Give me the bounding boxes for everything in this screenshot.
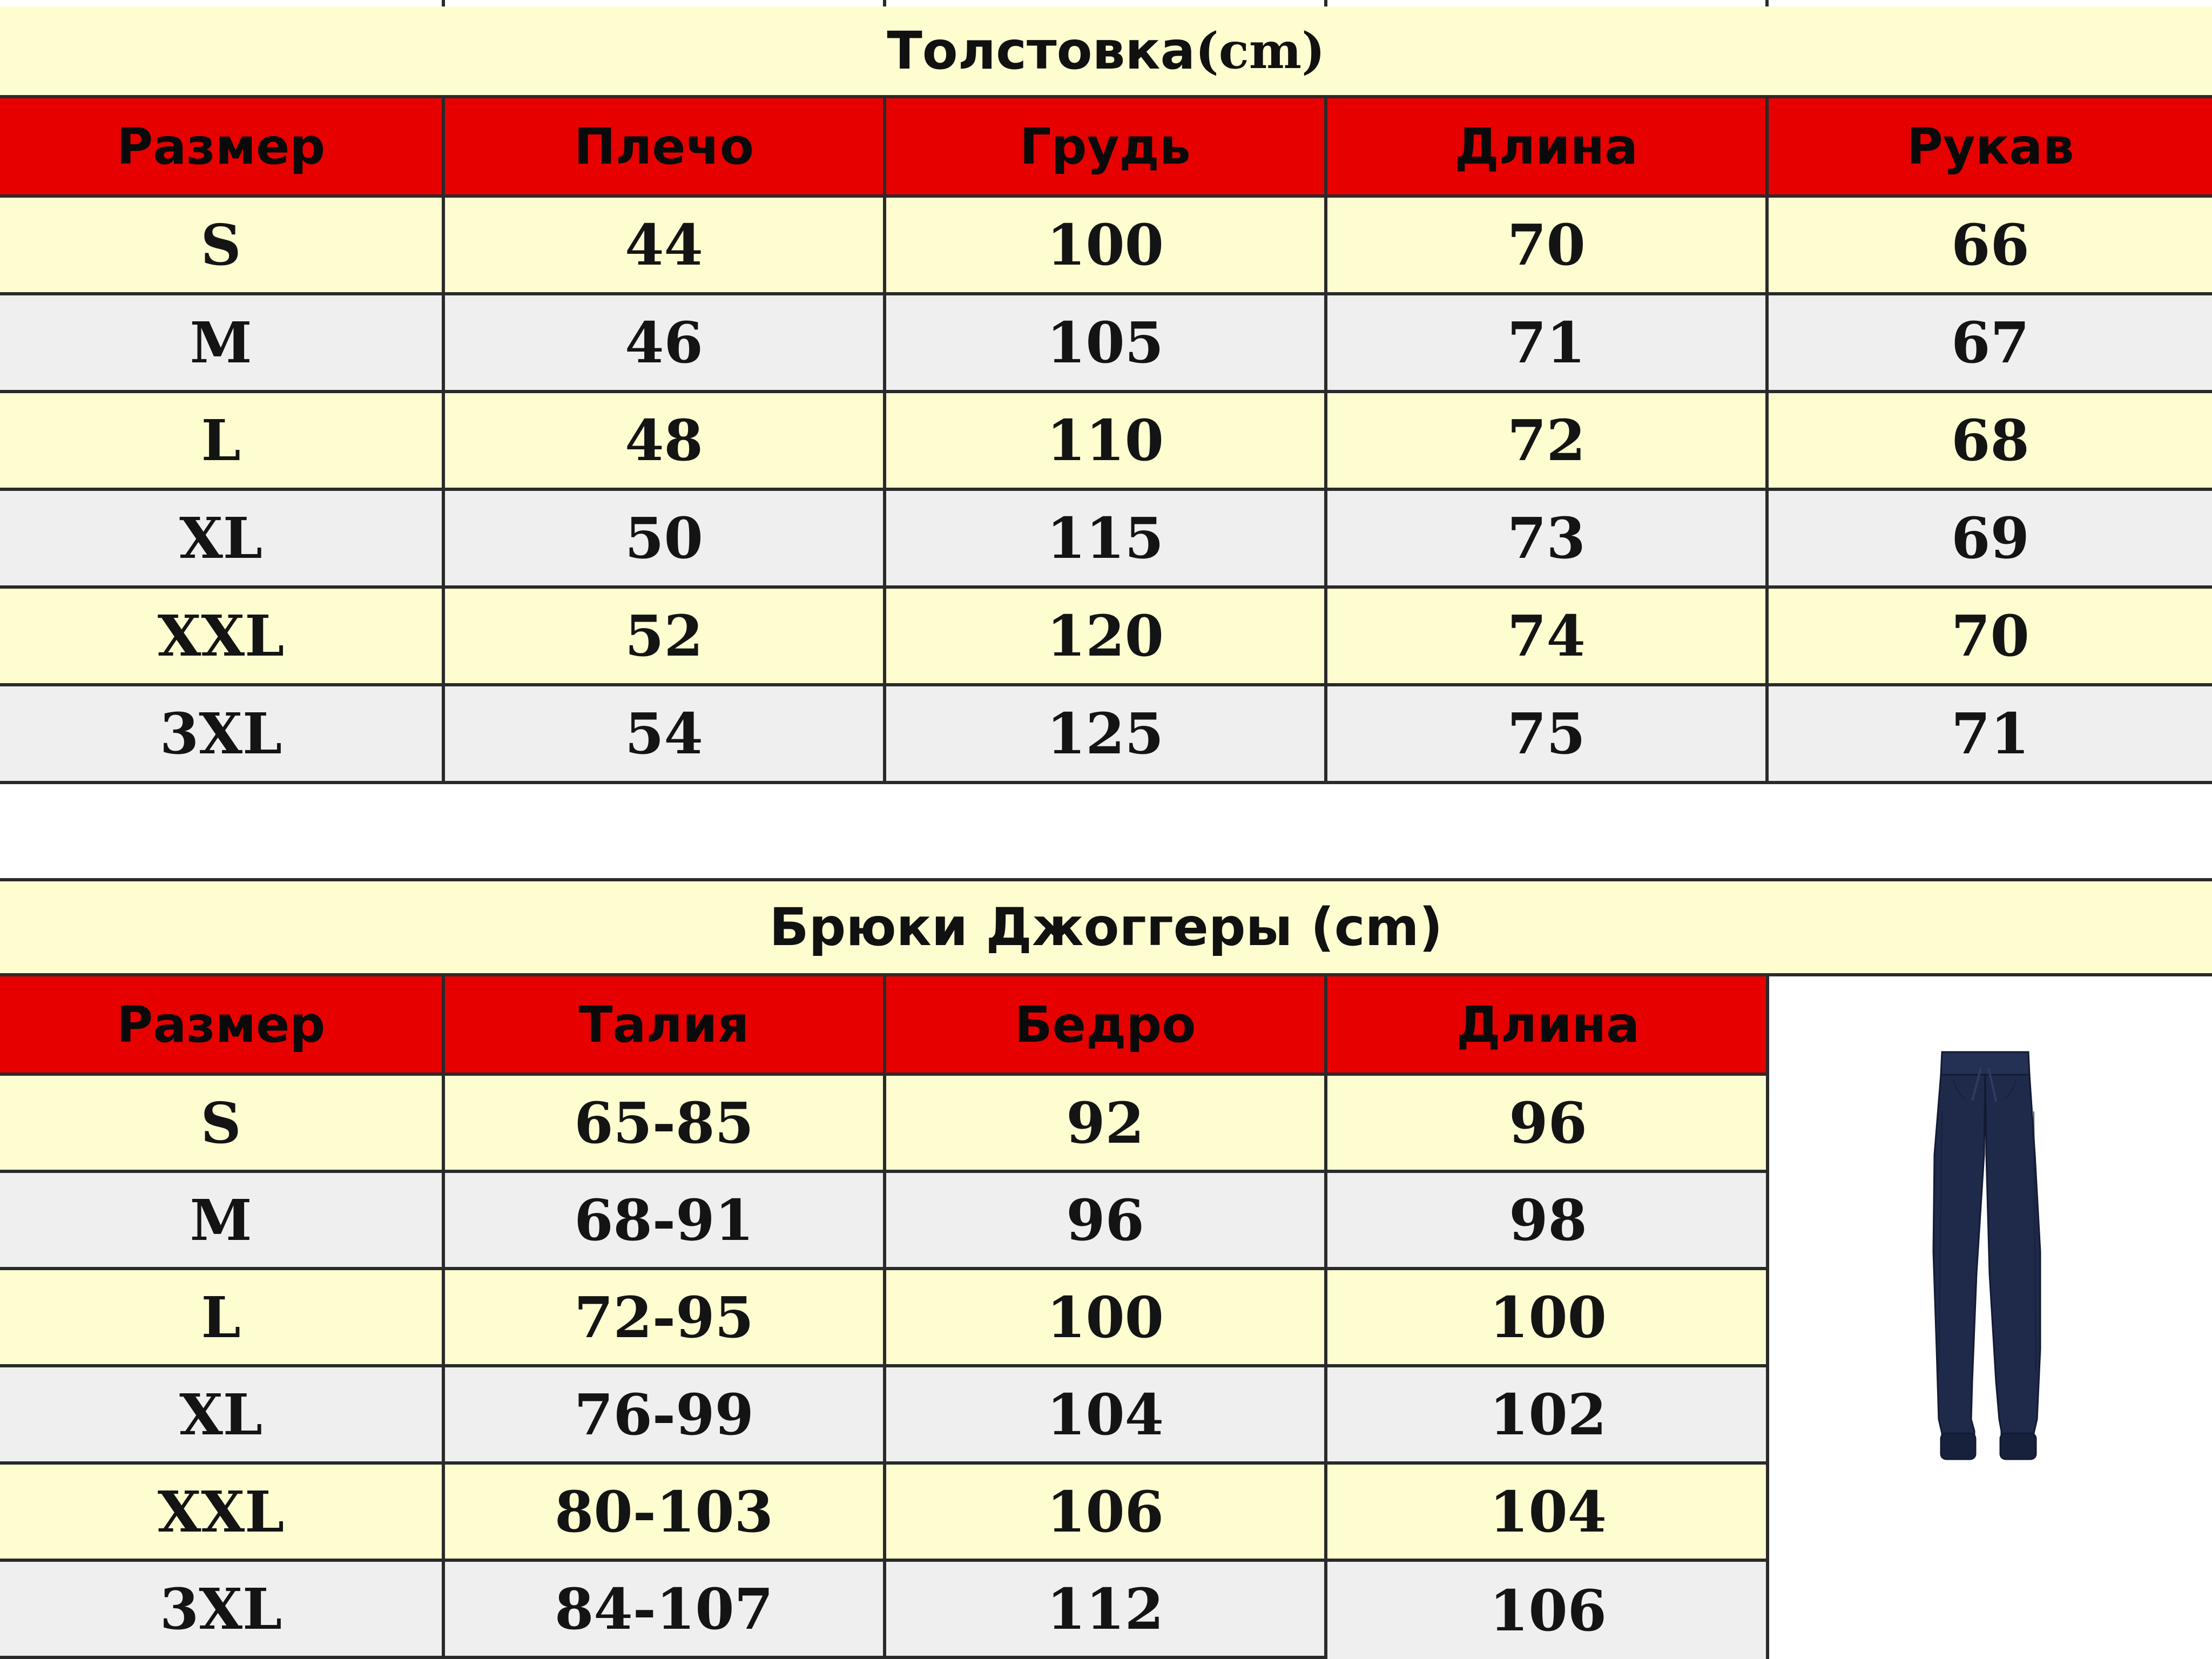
cell-value: 48 (625, 407, 703, 474)
cell-size: S (200, 212, 241, 278)
header-waist: Талия (578, 995, 750, 1054)
cell-value: 98 (1509, 1186, 1587, 1253)
cell-value: 68 (1951, 407, 2029, 474)
cell-value: 52 (625, 603, 703, 669)
cell-size: L (201, 1284, 241, 1351)
cell-size: M (190, 309, 252, 376)
cell-value: 76-99 (574, 1381, 754, 1448)
pants-title-row (0, 881, 2212, 976)
hoodie-title-unit: (cm) (1195, 22, 1325, 80)
header-length: Длина (1454, 117, 1638, 176)
cell-size: 3XL (159, 700, 282, 767)
cell-value: 70 (1951, 603, 2029, 669)
cell-value: 75 (1507, 700, 1586, 767)
table-row (0, 295, 2212, 393)
cell-value: 67 (1951, 309, 2029, 376)
cell-value: 112 (1046, 1575, 1164, 1642)
cell-value: 92 (1066, 1089, 1144, 1156)
header-hip: Бедро (1014, 995, 1196, 1054)
pants-image-box (1766, 976, 2212, 1659)
header-size: Размер (116, 117, 326, 176)
cell-value: 54 (625, 700, 703, 767)
cell-value: 80-103 (555, 1478, 773, 1545)
cell-value: 100 (1489, 1284, 1607, 1351)
cell-value: 69 (1951, 505, 2029, 571)
cell-value: 74 (1507, 603, 1586, 669)
cell-value: 50 (625, 505, 703, 571)
cell-value: 105 (1046, 309, 1164, 376)
cell-value: 100 (1046, 212, 1164, 278)
hoodie-title-row (0, 6, 2212, 98)
cell-value: 96 (1509, 1089, 1587, 1156)
grid-top-stub (0, 0, 2212, 6)
cell-value: 106 (1489, 1577, 1607, 1644)
cell-value: 102 (1489, 1381, 1607, 1448)
cell-value: 104 (1046, 1381, 1164, 1448)
cell-size: XL (179, 1381, 262, 1448)
table-row (0, 589, 2212, 686)
header-chest: Грудь (1020, 117, 1191, 176)
cell-size: XL (179, 505, 262, 571)
cell-value: 110 (1046, 407, 1164, 474)
cell-value: 46 (625, 309, 703, 376)
spacer-row (0, 784, 2212, 881)
cell-size: XXL (157, 603, 285, 669)
cell-value: 125 (1046, 700, 1164, 767)
cell-value: 106 (1046, 1478, 1164, 1545)
header-sleeve: Рукав (1906, 117, 2074, 176)
cell-value: 72 (1507, 407, 1586, 474)
cell-value: 72-95 (574, 1284, 754, 1351)
cell-value: 73 (1507, 505, 1586, 571)
hoodie-header-row (0, 98, 2212, 198)
pants-title: Брюки Джоггеры (cm) (769, 897, 1443, 957)
cell-value: 104 (1489, 1478, 1607, 1545)
cell-value: 44 (625, 212, 703, 278)
table-row (0, 198, 2212, 295)
header-shoulder: Плечо (574, 117, 754, 176)
cell-size: S (200, 1089, 241, 1156)
cell-value: 71 (1507, 309, 1586, 376)
cell-size: M (190, 1186, 252, 1253)
cell-value: 68-91 (574, 1186, 754, 1253)
hoodie-title: Толстовка (887, 21, 1196, 81)
cell-value: 66 (1951, 212, 2029, 278)
jogger-pants-image (1920, 1047, 2061, 1468)
cell-value: 120 (1046, 603, 1164, 669)
table-row (0, 686, 2212, 784)
cell-value: 84-107 (555, 1575, 773, 1642)
table-row (0, 393, 2212, 491)
cell-value: 115 (1046, 505, 1164, 571)
cell-value: 96 (1066, 1186, 1144, 1253)
cell-size: L (201, 407, 241, 474)
cell-size: 3XL (159, 1575, 282, 1642)
header-length: Длина (1456, 995, 1640, 1054)
table-row (0, 491, 2212, 589)
cell-size: XXL (157, 1478, 285, 1545)
cell-value: 71 (1951, 700, 2029, 767)
header-size: Размер (116, 995, 326, 1054)
cell-value: 65-85 (574, 1089, 754, 1156)
cell-value: 100 (1046, 1284, 1164, 1351)
cell-value: 70 (1507, 212, 1586, 278)
